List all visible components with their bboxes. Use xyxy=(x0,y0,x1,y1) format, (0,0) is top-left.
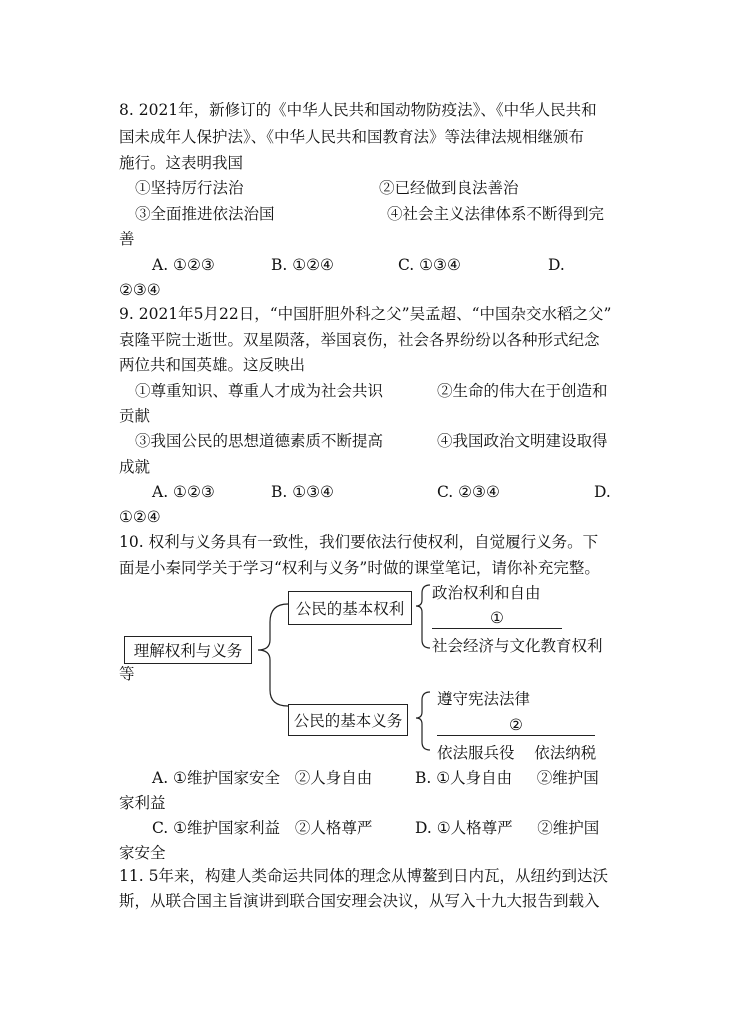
q8-choice-d-value: ②③④ xyxy=(119,281,161,299)
rights-item-tail: 等 xyxy=(119,665,135,683)
q9-choice-a: A. ①②③ xyxy=(152,483,215,501)
diagram-duties-label: 公民的基本义务 xyxy=(293,712,403,730)
q8-choice-d: D. xyxy=(548,256,565,274)
q10-choice-d: D. ①人格尊严 ②维护国 xyxy=(415,819,600,837)
q8-choice-c: C. ①③④ xyxy=(398,256,461,274)
q10-stem-line-2: 面是小秦同学关于学习“权利与义务”时做的课堂笔记，请你补充完整。 xyxy=(119,559,600,577)
q10-stem-line-1: 10. 权利与义务具有一致性，我们要依法行使权利，自觉履行义务。下 xyxy=(119,533,599,551)
q10-choice-d-cont: 家安全 xyxy=(119,844,166,862)
duty-blank-2-label: ② xyxy=(509,716,523,734)
q9-option-2-cont: 贡献 xyxy=(119,407,151,425)
q8-option-1: ①坚持厉行法治 xyxy=(135,179,244,197)
diagram-rights-label: 公民的基本权利 xyxy=(295,600,405,618)
diagram-rights-box xyxy=(288,591,412,625)
q9-choice-c: C. ②③④ xyxy=(437,483,500,501)
q8-stem-line-1: 8. 2021年，新修订的《中华人民共和国动物防疫法》、《中华人民共和 xyxy=(119,101,597,119)
q8-option-4-cont: 善 xyxy=(119,230,135,248)
q9-option-4: ④我国政治文明建设取得 xyxy=(437,432,608,450)
duty-item-service-tax: 依法服兵役 依法纳税 xyxy=(437,744,597,762)
diagram-duties-box xyxy=(288,704,408,736)
q10-choice-b-cont: 家利益 xyxy=(119,794,166,812)
q10-choice-a: A. ①维护国家安全 ②人身自由 xyxy=(152,769,373,787)
duty-item-constitution: 遵守宪法法律 xyxy=(437,690,531,708)
duty-blank-2 xyxy=(437,715,595,736)
diagram-root-box xyxy=(124,636,252,664)
q8-stem-line-2: 国未成年人保护法》、《中华人民共和国教育法》等法律法规相继颁布 xyxy=(119,128,585,146)
q9-option-2: ②生命的伟大在于创造和 xyxy=(437,382,608,400)
q9-choice-d: D. xyxy=(594,483,611,501)
q9-choice-b: B. ①③④ xyxy=(271,483,334,501)
q9-stem-line-1: 9. 2021年5月22日，“中国肝胆外科之父”吴孟超、“中国杂交水稻之父” xyxy=(119,305,612,323)
rights-blank-1 xyxy=(432,608,562,629)
rights-item-socioeconomic: 社会经济与文化教育权利 xyxy=(432,637,603,655)
q11-stem-line-2: 斯，从联合国主旨演讲到联合国安理会决议，从写入十九大报告到载入 xyxy=(119,892,600,910)
q9-option-3: ③我国公民的思想道德素质不断提高 xyxy=(135,432,384,450)
q8-choice-b: B. ①②④ xyxy=(271,256,334,274)
q9-stem-line-3: 两位共和国英雄。这反映出 xyxy=(119,356,306,374)
rights-item-political: 政治权利和自由 xyxy=(432,584,541,602)
q8-choice-a: A. ①②③ xyxy=(152,256,215,274)
q9-option-4-cont: 成就 xyxy=(119,458,151,476)
q8-option-4: ④社会主义法律体系不断得到完 xyxy=(387,205,605,223)
q9-stem-line-2: 袁隆平院士逝世。双星陨落，举国哀伤，社会各界纷纷以各种形式纪念 xyxy=(119,331,600,349)
q10-choice-c: C. ①维护国家利益 ②人格尊严 xyxy=(152,819,373,837)
q11-stem-line-1: 11. 5年来，构建人类命运共同体的理念从博鳌到日内瓦，从纽约到达沃 xyxy=(119,867,608,885)
q8-option-3: ③全面推进依法治国 xyxy=(135,205,275,223)
q8-option-2: ②已经做到良法善治 xyxy=(379,179,519,197)
q9-option-1: ①尊重知识、尊重人才成为社会共识 xyxy=(135,382,384,400)
rights-blank-1-label: ① xyxy=(490,609,504,627)
q8-stem-line-3: 施行。这表明我国 xyxy=(119,154,244,172)
q9-choice-d-value: ①②④ xyxy=(119,508,161,526)
diagram-root-label: 理解权利与义务 xyxy=(133,642,243,660)
q10-choice-b: B. ①人身自由 ②维护国 xyxy=(415,769,599,787)
